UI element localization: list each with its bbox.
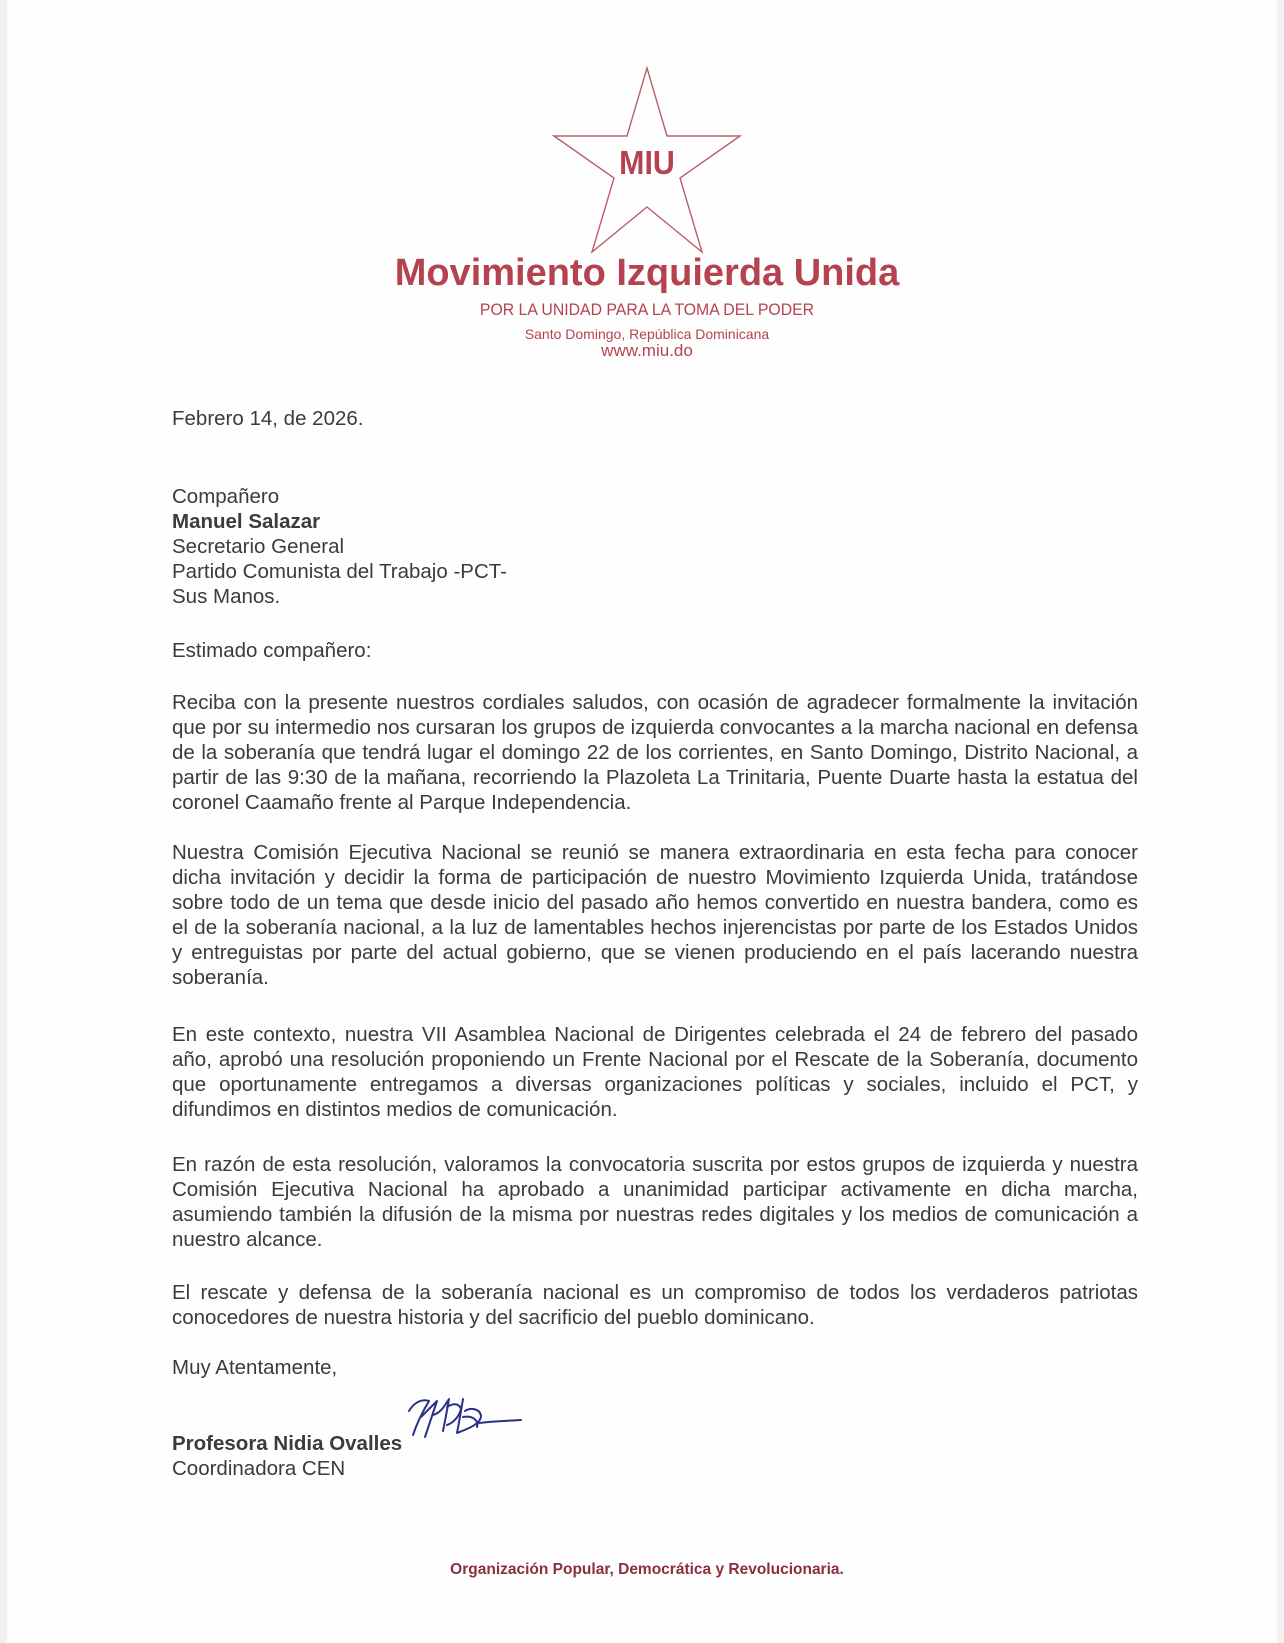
signer-name: Profesora Nidia Ovalles (172, 1432, 403, 1455)
recipient-position: Secretario General (172, 535, 345, 558)
logo-text: MIU (619, 144, 675, 181)
organization-website: www.miu.do (601, 341, 693, 360)
recipient-organization: Partido Comunista del Trabajo -PCT- (172, 560, 507, 583)
recipient-name: Manuel Salazar (172, 510, 321, 533)
paragraph: Nuestra Comisión Ejecutiva Nacional se reunió se manera extraordinaria en esta fecha para conocer dicha invitación y decidir la forma de participación de nuestro Movimiento Izquierda Unida, tratándose sobre todo de un tema que desde inicio del pasado año hemos convertido en nuestra bandera, como es el de la soberanía nacional, a la luz de lamentables hechos injerencistas por parte de los Estados Unidos y entreguistas por parte del actual gobierno, que se vienen produciendo en el país lacerando nuestra soberanía. (172, 841, 1138, 989)
recipient-block (172, 484, 507, 609)
organization-name: Movimiento Izquierda Unida (394, 252, 900, 294)
page-edge-left (0, 0, 7, 1643)
letter-greeting: Estimado compañero: (172, 639, 372, 662)
organization-motto: POR LA UNIDAD PARA LA TOMA DEL PODER (479, 300, 815, 319)
paragraph: El rescate y defensa de la soberanía nacional es un compromiso de todos los verdaderos patriotas conocedores de nuestra historia y del sacrificio del pueblo dominicano. (172, 1281, 1138, 1329)
paragraph: En razón de esta resolución, valoramos la convocatoria suscrita por estos grupos de izquierda y nuestra Comisión Ejecutiva Nacional ha aprobado a unanimidad participar activamente en dicha marcha, asumiendo también la difusión de la misma por nuestras redes digitales y los medios de comunicación a nuestro alcance. (172, 1153, 1138, 1251)
recipient-salutation-title: Compañero (172, 485, 280, 508)
paragraph: Reciba con la presente nuestros cordiales saludos, con ocasión de agradecer formalmente la invitación que por su intermedio nos cursaran los grupos de izquierda convocantes a la marcha nacional en defensa de la soberanía que tendrá lugar el domingo 22 de los corrientes, en Santo Domingo, Distrito Nacional, a partir de las 9:30 de la mañana, recorriendo la Plazoleta La Trinitaria, Puente Duarte hasta la estatua del coronel Caamaño frente al Parque Independencia. (172, 691, 1138, 814)
handwritten-signature-icon (407, 1393, 537, 1443)
signer-title: Coordinadora CEN (172, 1457, 346, 1480)
letter-date: Febrero 14, de 2026. (172, 407, 364, 430)
letter-closing: Muy Atentamente, (172, 1356, 338, 1379)
footer-tagline: Organización Popular, Democrática y Revolucionaria. (450, 1561, 844, 1578)
page-edge-right (1277, 0, 1284, 1643)
paragraph: En este contexto, nuestra VII Asamblea Nacional de Dirigentes celebrada el 24 de febrero del pasado año, aprobó una resolución proponiendo un Frente Nacional por el Rescate de la Soberanía, documento que oportunamente entregamos a diversas organizaciones políticas y sociales, incluido el PCT, y difundimos en distintos medios de comunicación. (172, 1023, 1138, 1121)
organization-location: Santo Domingo, República Dominicana (524, 326, 770, 342)
letter-page (7, 0, 1277, 1643)
recipient-delivery: Sus Manos. (172, 585, 281, 608)
